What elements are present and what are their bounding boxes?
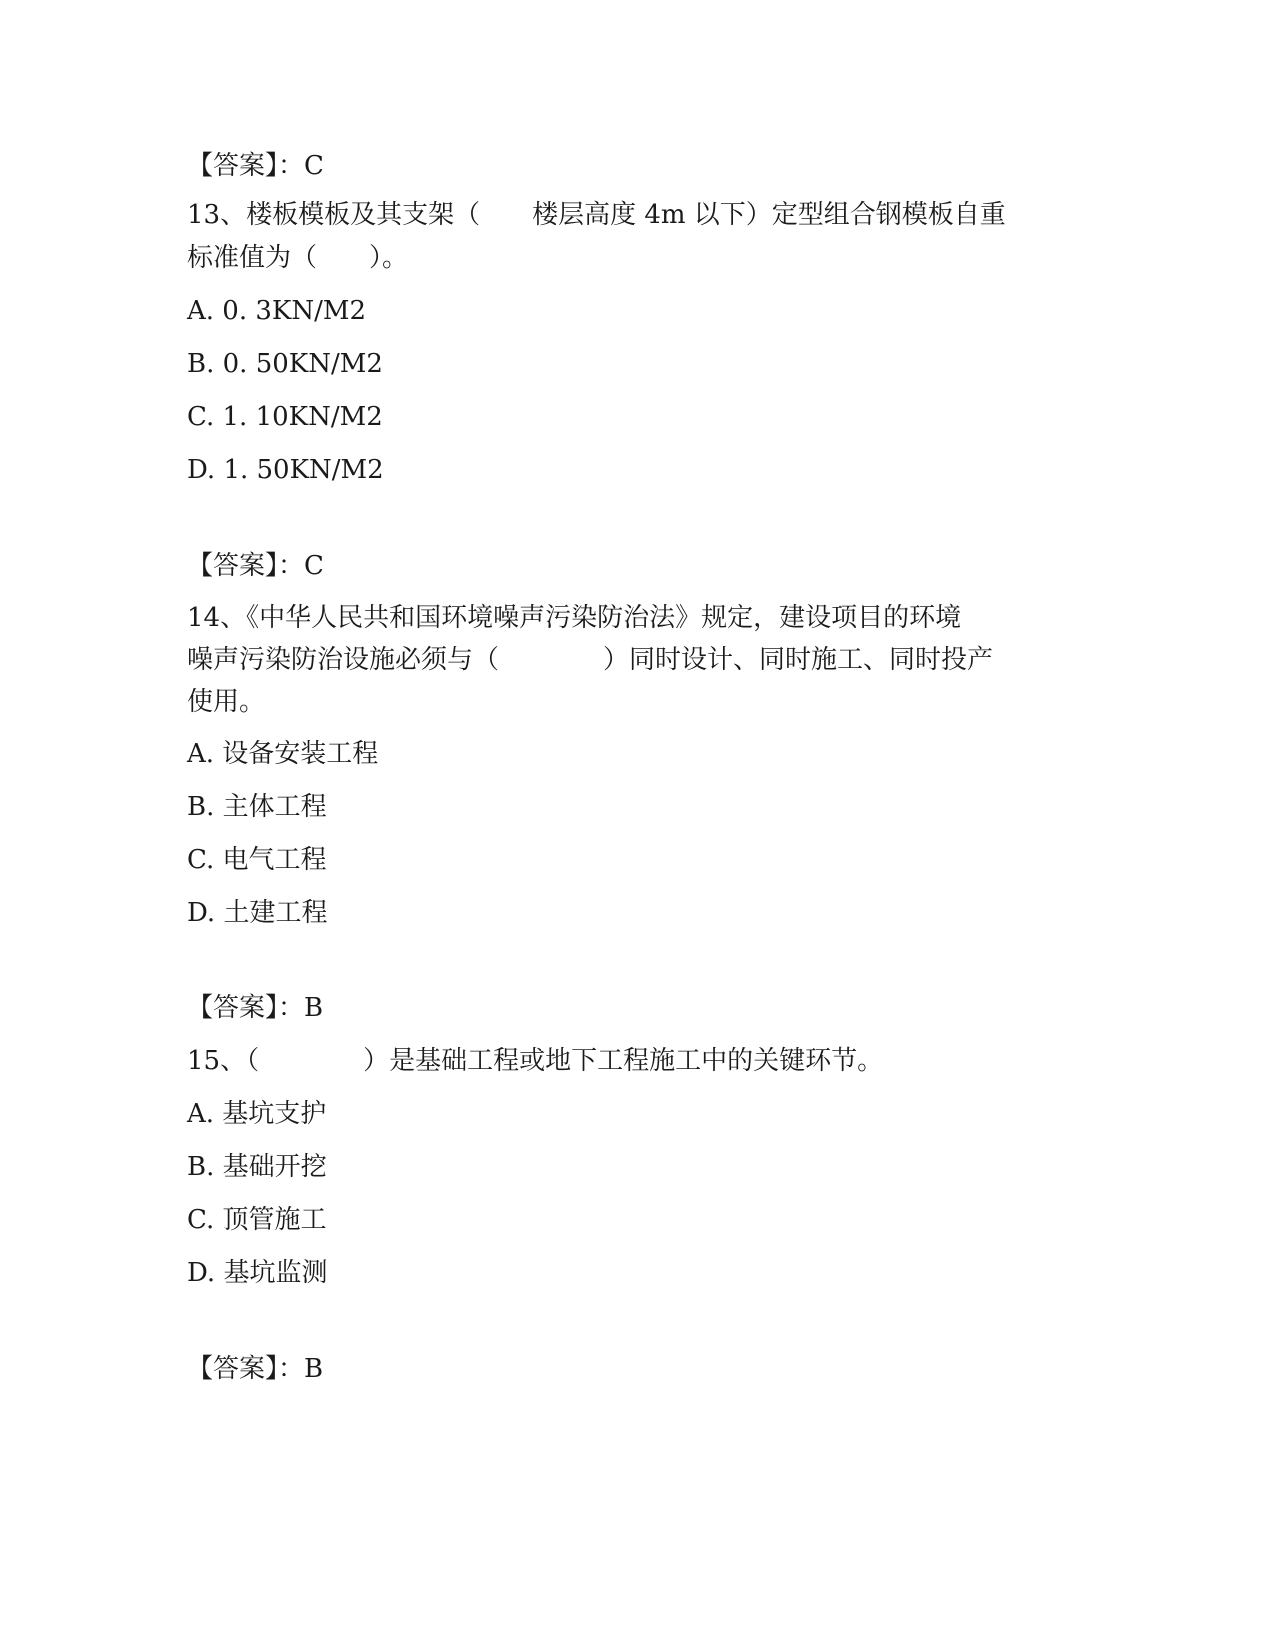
question-13-text: 13、楼板模板及其支架（ 楼层高度 4m 以下）定型组合钢模板自重 [187,200,1006,230]
question-14-option-b: B. 主体工程 [187,792,327,822]
question-14-text-end: 使用。 [187,687,266,717]
question-15-option-a: A. 基坑支护 [187,1099,327,1129]
question-13-option-d: D. 1. 50KN/M2 [187,455,384,485]
question-15-text: 15、（ ）是基础工程或地下工程施工中的关键环节。 [187,1046,884,1076]
question-14-text-cont: 噪声污染防治设施必须与（ ）同时设计、同时施工、同时投产 [187,645,994,675]
answer-line: 【答案】：C [187,151,324,181]
question-14-option-d: D. 土建工程 [187,898,328,928]
question-14-option-c: C. 电气工程 [187,845,327,875]
question-13-option-c: C. 1. 10KN/M2 [187,402,383,432]
question-14-answer: 【答案】：B [187,993,324,1023]
question-13-answer: 【答案】：C [187,551,324,581]
question-13-option-b: B. 0. 50KN/M2 [187,349,383,379]
question-14-option-a: A. 设备安装工程 [187,739,379,769]
question-13-option-a: A. 0. 3KN/M2 [187,296,367,326]
question-14-text: 14、《中华人民共和国环境噪声污染防治法》规定，建设项目的环境 [187,603,962,633]
question-13-text-cont: 标准值为（ ）。 [187,243,409,273]
question-15-option-c: C. 顶管施工 [187,1205,327,1235]
question-15-answer: 【答案】：B [187,1354,324,1384]
question-15-option-b: B. 基础开挖 [187,1152,327,1182]
question-15-option-d: D. 基坑监测 [187,1258,328,1288]
